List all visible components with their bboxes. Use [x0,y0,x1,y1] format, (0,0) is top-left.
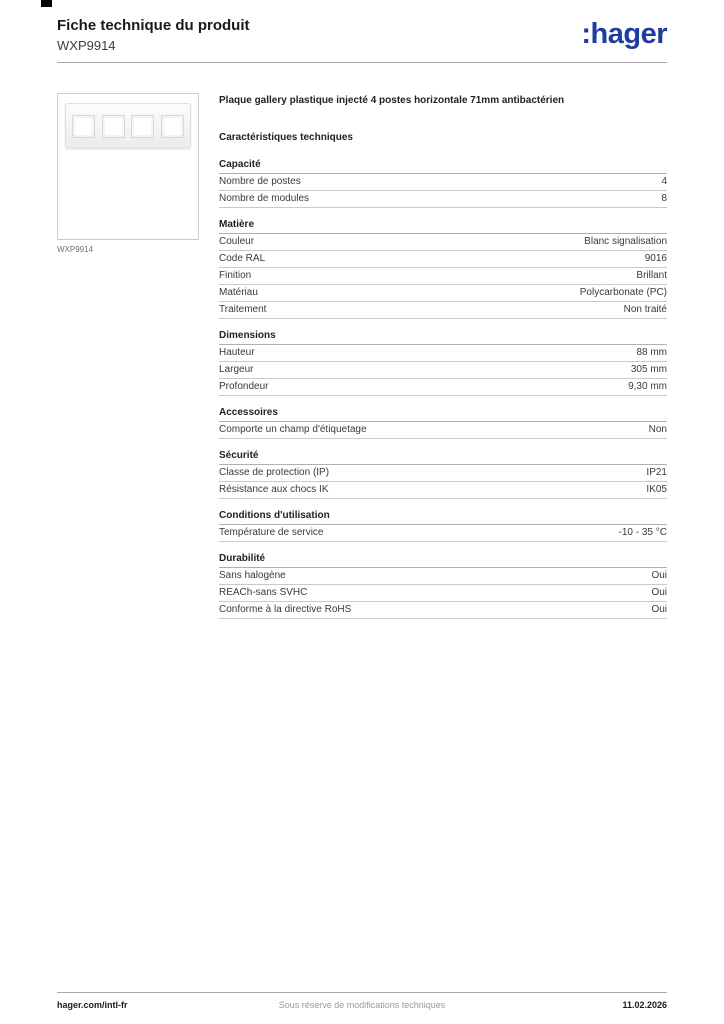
header [57,17,667,53]
spec-label: Nombre de postes [219,176,301,187]
header-divider [57,62,667,63]
footer-row [57,1000,667,1010]
footer [57,992,667,1010]
spec-value: -10 - 35 °C [618,527,667,538]
spec-row [219,285,667,302]
spec-row [219,465,667,482]
specs-column [219,93,667,628]
spec-label: REACh-sans SVHC [219,587,308,598]
spec-row [219,345,667,362]
spec-label: Température de service [219,527,324,538]
faceplate-window [72,115,95,138]
spec-section [219,328,667,396]
spec-section [219,508,667,542]
footer-disclaimer: Sous réserve de modifications techniques [278,1000,446,1010]
spec-label: Nombre de modules [219,193,310,204]
spec-label: Sans halogène [219,570,286,581]
spec-value: IK05 [646,484,667,495]
spec-row [219,568,667,585]
footer-divider [57,992,667,993]
spec-section [219,448,667,499]
spec-label: Largeur [219,364,254,375]
spec-section [219,405,667,439]
spec-label: Conforme à la directive RoHS [219,604,352,615]
spec-value: Brillant [636,270,667,281]
spec-row [219,302,667,319]
product-image-column [57,93,199,254]
spec-row [219,585,667,602]
spec-label: Profondeur [219,381,269,392]
hager-logo: :hager [581,18,667,50]
footer-website-link[interactable]: hager.com/intl-fr [57,1000,128,1010]
specs-heading: Caractéristiques techniques [219,132,353,143]
product-description: Plaque gallery plastique injecté 4 postes horizontale 71mm antibactérien [219,95,565,106]
crop-mark [41,0,52,7]
spec-label: Résistance aux chocs IK [219,484,329,495]
spec-label: Classe de protection (IP) [219,467,330,478]
spec-section-title: Capacité [219,157,667,174]
spec-label: Matériau [219,287,258,298]
spec-label: Code RAL [219,253,266,264]
spec-value: 8 [661,193,667,204]
spec-row [219,191,667,208]
spec-value: Polycarbonate (PC) [579,287,667,298]
spec-section-title: Accessoires [219,405,667,422]
spec-section [219,551,667,619]
spec-sections [219,157,667,619]
spec-row [219,602,667,619]
spec-value: Oui [651,604,667,615]
faceplate-window [131,115,154,138]
product-image [57,93,199,240]
spec-value: Blanc signalisation [584,236,667,247]
spec-value: 9016 [644,253,667,264]
spec-label: Comporte un champ d'étiquetage [219,424,367,435]
faceplate-window [102,115,125,138]
spec-row [219,174,667,191]
spec-value: 305 mm [630,364,667,375]
spec-label: Traitement [219,304,267,315]
spec-section-title: Sécurité [219,448,667,465]
spec-row [219,362,667,379]
spec-value: Non [648,424,667,435]
spec-value: 88 mm [636,347,667,358]
spec-row [219,268,667,285]
product-image-caption: WXP9914 [57,245,94,254]
footer-date: 11.02.2026 [622,1000,667,1010]
spec-section [219,157,667,208]
spec-row [219,525,667,542]
spec-value: Oui [651,570,667,581]
spec-section-title: Matière [219,217,667,234]
spec-label: Hauteur [219,347,255,358]
page-title: Fiche technique du produit [57,17,250,34]
spec-row [219,251,667,268]
spec-section [219,217,667,319]
spec-row [219,234,667,251]
spec-section-title: Conditions d'utilisation [219,508,667,525]
spec-value: Non traité [623,304,667,315]
spec-value: Oui [651,587,667,598]
spec-row [219,379,667,396]
faceplate-window [161,115,184,138]
spec-value: IP21 [646,467,667,478]
faceplate-graphic [65,103,191,149]
spec-row [219,422,667,439]
spec-section-title: Dimensions [219,328,667,345]
spec-value: 4 [661,176,667,187]
spec-label: Finition [219,270,252,281]
spec-section-title: Durabilité [219,551,667,568]
spec-value: 9,30 mm [628,381,667,392]
header-text [57,17,250,53]
spec-row [219,482,667,499]
product-reference: WXP9914 [57,38,116,53]
spec-label: Couleur [219,236,255,247]
